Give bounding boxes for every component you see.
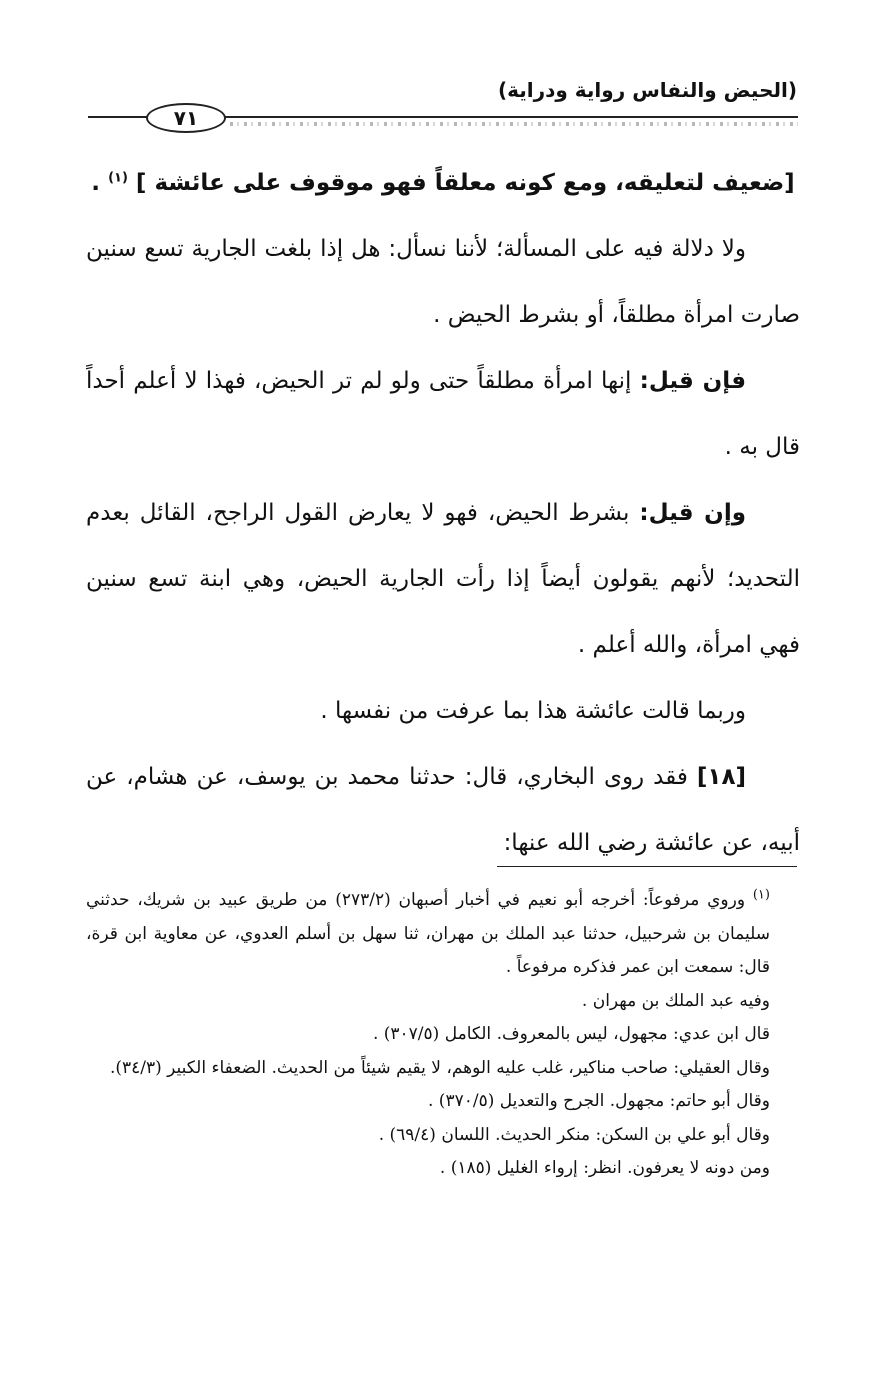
paragraph-2 xyxy=(86,348,800,480)
paragraph-4: وربما قالت عائشة هذا بما عرفت من نفسها . xyxy=(320,698,746,724)
footnote-1-marker: (١) xyxy=(752,887,770,903)
footnotes xyxy=(86,884,800,1186)
footnote-separator xyxy=(497,866,797,867)
footnote-line-6: وقال أبو علي بن السكن: منكر الحديث. اللسان (٦٩/٤) . xyxy=(378,1124,770,1145)
paragraph-5-text: فقد روى البخاري، قال: حدثنا محمد بن يوسف، عن هشام، عن أبيه، عن عائشة رضي الله عنها: xyxy=(86,764,800,856)
paragraph-5 xyxy=(86,744,800,876)
running-title: (الحيض والنفاس رواية ودراية) xyxy=(497,78,797,102)
paragraph-3 xyxy=(86,480,800,678)
chapter-heading xyxy=(86,150,800,216)
paragraph-1: ولا دلالة فيه على المسألة؛ لأننا نسأل: هل إذا بلغت الجارية تسع سنين صارت امرأة مطلقاً، أو بشرط الحيض . xyxy=(86,236,800,328)
hadith-number: [١٨] xyxy=(696,764,746,790)
heading-text: [ضعيف لتعليقه، ومع كونه معلقاً فهو موقوف على عائشة ] xyxy=(135,170,795,196)
page-number: ٧١ xyxy=(146,103,226,133)
footnote-1-text: وروي مرفوعاً: أخرجه أبو نعيم في أخبار أصبهان (٢٧٣/٢) من طريق عبيد بن شريك، حدثني سليمان بن شرحبيل، حدثنا عبد الملك بن مهران، ثنا سهل بن أسلم العدوي، عن معاوية ابن قرة، قال: سمعت ابن عمر فذكره مرفوعاً . xyxy=(86,890,770,977)
footnote-line-2: وفيه عبد الملك بن مهران . xyxy=(581,990,770,1011)
footnote-line-5: وقال أبو حاتم: مجهول. الجرح والتعديل (٣٧٠/٥) . xyxy=(428,1091,770,1111)
paragraph-3-lead: وإن قيل: xyxy=(639,500,746,526)
footnote-line-3: قال ابن عدي: مجهول، ليس بالمعروف. الكامل (٣٠٧/٥) . xyxy=(372,1024,770,1044)
footnote-line-4: وقال العقيلي: صاحب مناكير، غلب عليه الوهم، لا يقيم شيئاً من الحديث. الضعفاء الكبير (٣٤/٣). xyxy=(109,1057,770,1078)
header-rule-texture xyxy=(230,122,798,126)
paragraph-2-text: إنها امرأة مطلقاً حتى ولو لم تر الحيض، فهذا لا أعلم أحداً قال به . xyxy=(86,368,800,460)
footnote-1 xyxy=(86,884,800,985)
footnote-ref: (١) xyxy=(108,170,128,186)
paragraph-3-text: بشرط الحيض، فهو لا يعارض القول الراجح، القائل بعدم التحديد؛ لأنهم يقولون أيضاً إذا رأت الجارية الحيض، وهي ابنة تسع سنين فهي امرأة، والله أعلم . xyxy=(86,500,800,658)
paragraph-2-lead: فإن قيل: xyxy=(639,368,747,394)
main-text xyxy=(86,150,800,876)
heading-tail: . xyxy=(91,170,101,196)
footnote-line-7: ومن دونه لا يعرفون. انظر: إرواء الغليل (١٨٥) . xyxy=(439,1158,770,1178)
